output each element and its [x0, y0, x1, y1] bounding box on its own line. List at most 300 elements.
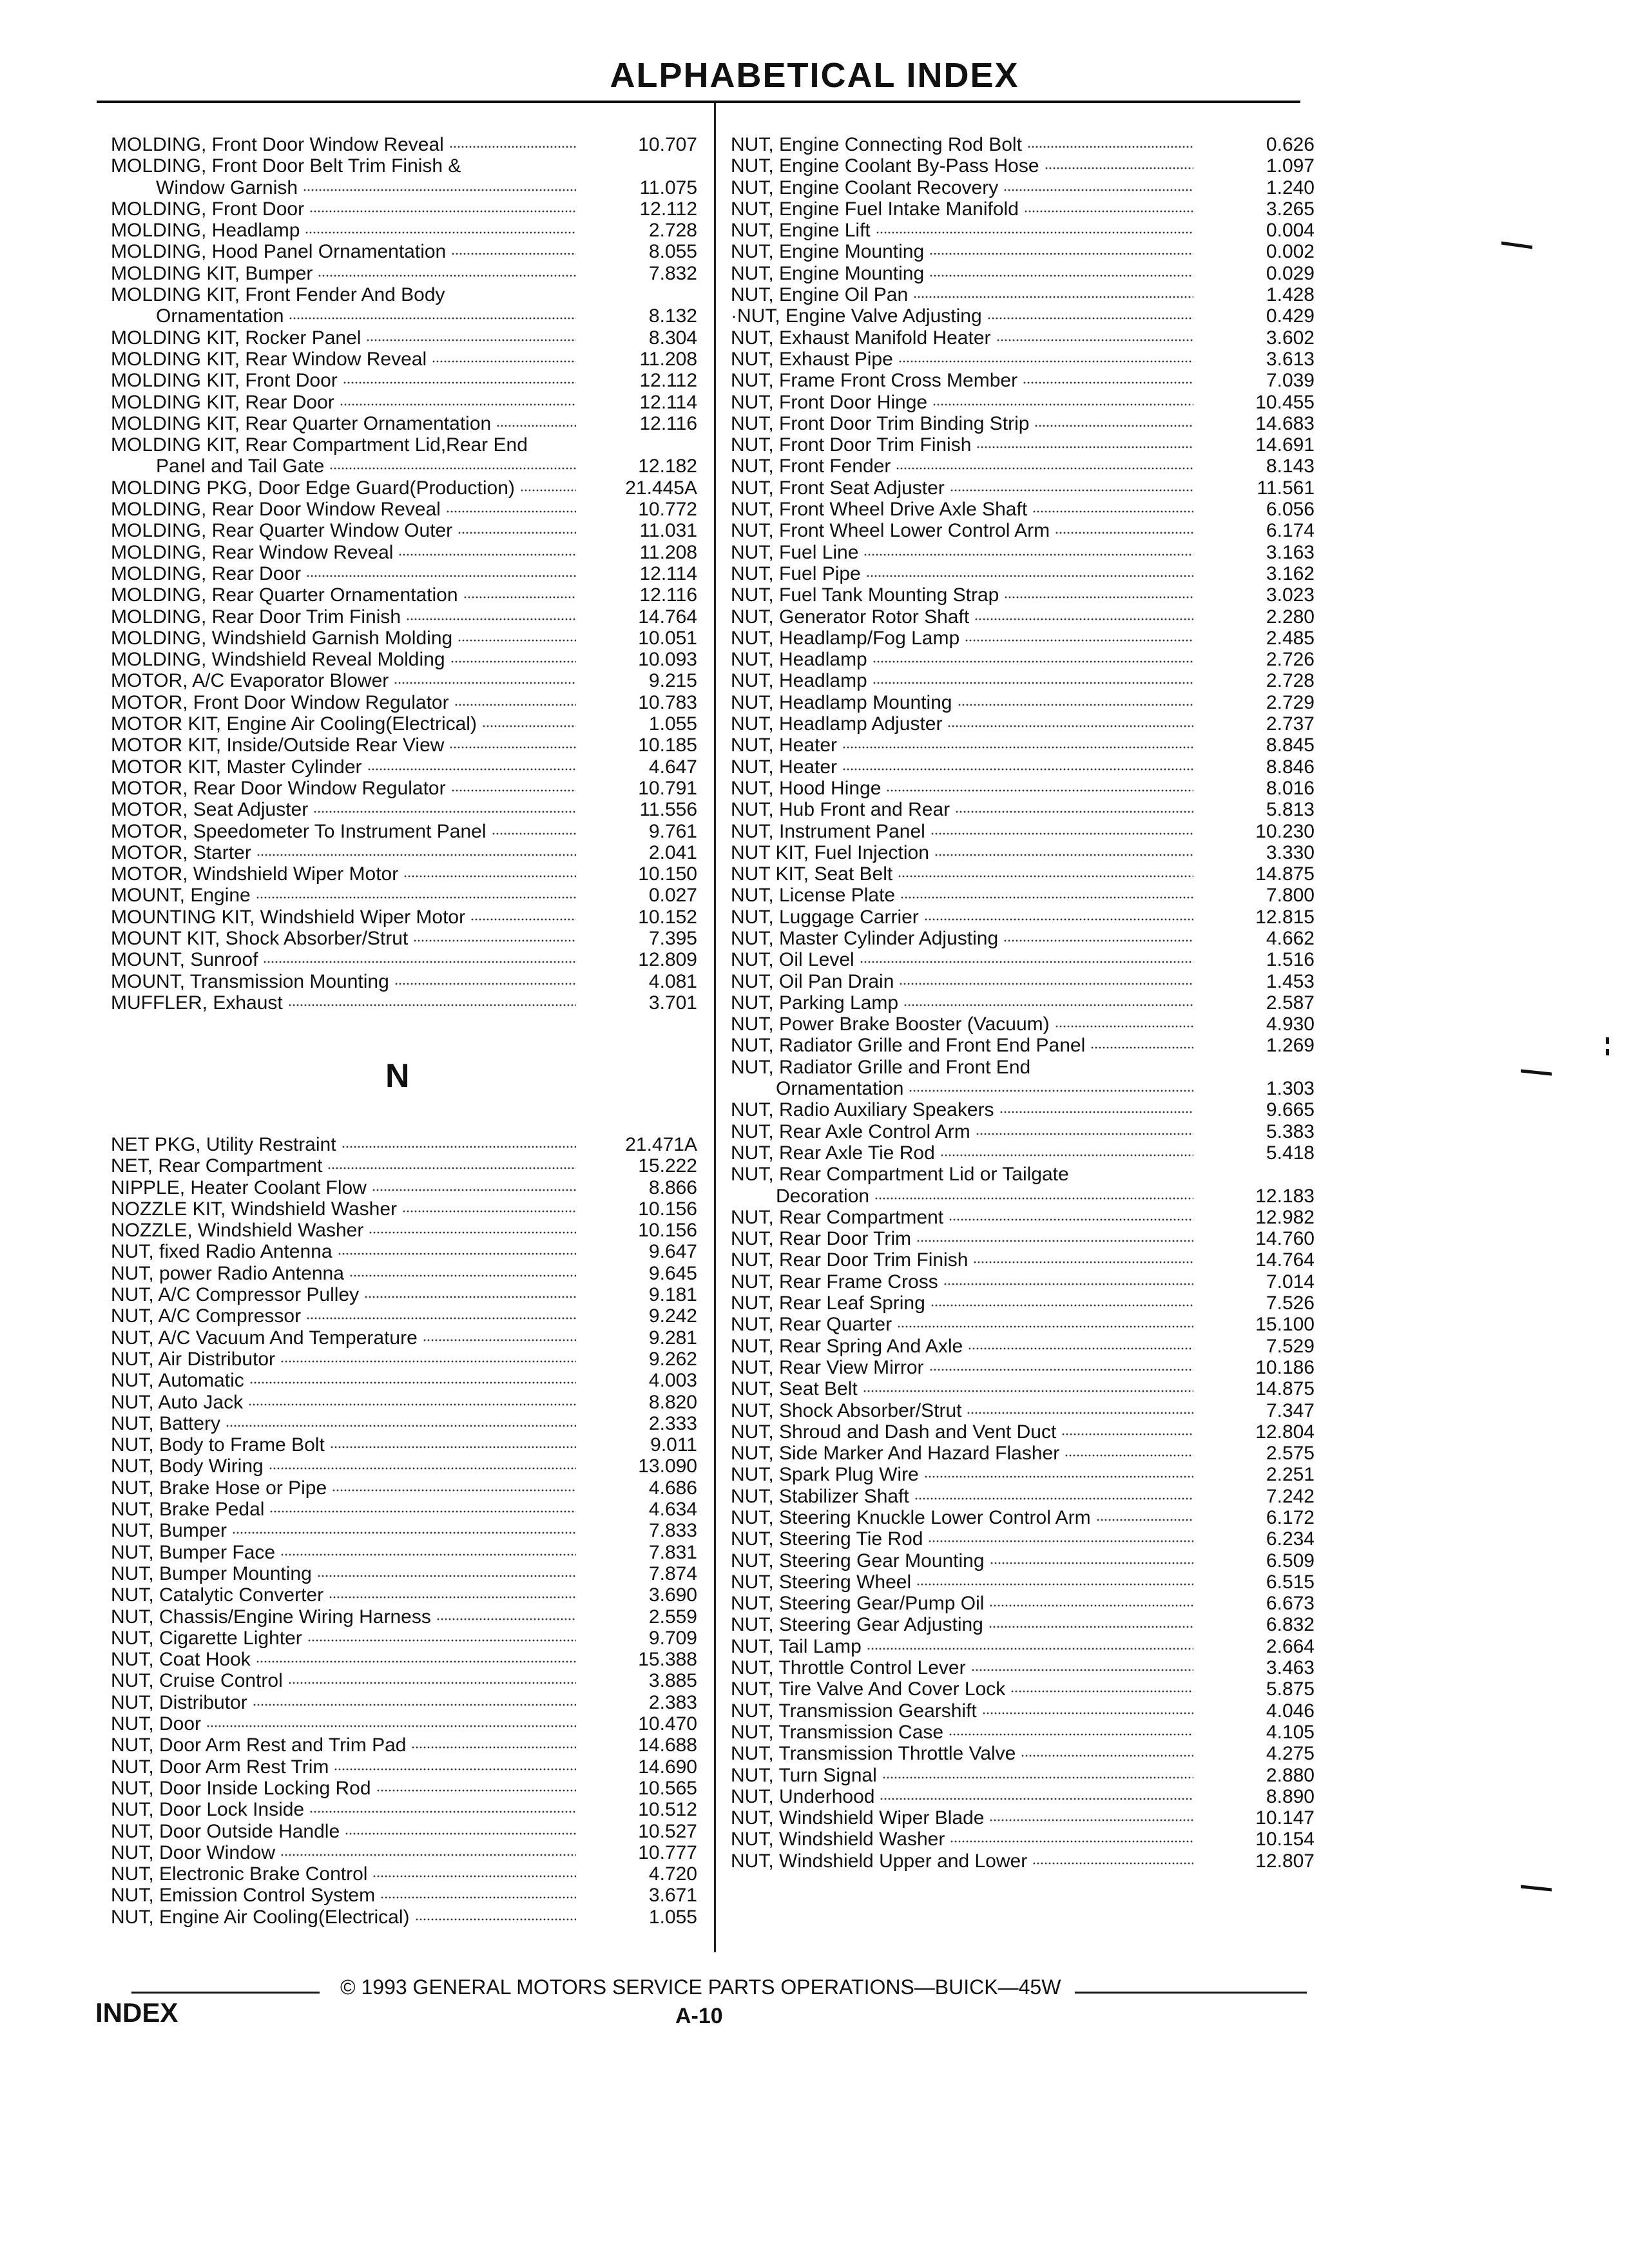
- entry-text: MOLDING, Front Door Window Reveal: [111, 134, 444, 155]
- entry-text: NUT, Exhaust Pipe: [731, 348, 893, 370]
- index-column-left-top: [111, 134, 697, 1014]
- index-entry: [111, 606, 697, 628]
- entry-text: NUT, Shroud and Dash and Vent Duct: [731, 1421, 1057, 1443]
- index-entry: [111, 949, 697, 970]
- entry-text: NUT, Electronic Brake Control: [111, 1863, 368, 1885]
- entry-text: NUT, Steering Knuckle Lower Control Arm: [731, 1507, 1091, 1528]
- entry-reference: 14.690: [638, 1756, 697, 1778]
- entry-reference: 1.428: [1266, 284, 1315, 306]
- leader-dots: [343, 381, 576, 384]
- index-entry: [731, 155, 1315, 177]
- entry-reference: 0.626: [1266, 134, 1315, 155]
- index-entry: [731, 1186, 1315, 1207]
- leader-dots: [876, 231, 1193, 234]
- entry-text: MOUNT, Transmission Mounting: [111, 970, 389, 992]
- leader-dots: [929, 253, 1193, 255]
- entry-reference: 10.152: [638, 906, 697, 928]
- index-entry: [111, 1799, 697, 1820]
- index-entry: [111, 1821, 697, 1842]
- leader-dots: [280, 1360, 576, 1363]
- entry-reference: 14.760: [1255, 1228, 1315, 1250]
- entry-reference: 5.813: [1266, 799, 1315, 821]
- index-entry: [731, 370, 1315, 391]
- index-entry: [111, 177, 697, 198]
- index-entry: [111, 1907, 697, 1928]
- entry-reference: 15.388: [638, 1649, 697, 1671]
- entry-reference: 2.251: [1266, 1464, 1315, 1486]
- leader-dots: [968, 1347, 1193, 1350]
- entry-reference: 10.565: [638, 1777, 697, 1799]
- entry-text: NUT, Automatic: [111, 1370, 244, 1392]
- entry-reference: 8.846: [1266, 756, 1315, 778]
- index-entry: [731, 713, 1315, 735]
- entry-text: NUT, Front Door Trim Finish: [731, 434, 972, 456]
- entry-reference: 0.429: [1266, 305, 1315, 327]
- leader-dots: [232, 1532, 576, 1534]
- entry-reference: 2.383: [648, 1691, 697, 1713]
- entry-text: ·NUT, Engine Valve Adjusting: [731, 305, 982, 327]
- entry-text: MOUNT, Sunroof: [111, 949, 258, 971]
- entry-text: NUT, Headlamp Mounting: [731, 691, 952, 713]
- entry-reference: 12.112: [639, 370, 697, 392]
- leader-dots: [1021, 1754, 1193, 1757]
- entry-reference: 3.330: [1266, 841, 1315, 863]
- leader-dots: [982, 1712, 1193, 1715]
- leader-dots: [929, 1369, 1194, 1371]
- entry-reference: 11.031: [639, 520, 697, 542]
- index-entry: [731, 692, 1315, 713]
- entry-text: NUT, Shock Absorber/Strut: [731, 1399, 962, 1421]
- leader-dots: [1045, 167, 1193, 169]
- entry-reference: 7.395: [648, 927, 697, 949]
- index-entry: [111, 1713, 697, 1735]
- entry-text: NUT, Rear Compartment: [731, 1206, 944, 1228]
- entry-text: MOLDING, Windshield Garnish Molding: [111, 627, 453, 649]
- entry-reference: 2.559: [648, 1606, 697, 1628]
- entry-reference: 7.832: [648, 262, 697, 284]
- leader-dots: [897, 1325, 1193, 1328]
- page-number: A-10: [675, 2004, 723, 2028]
- entry-text: NUT, Headlamp: [731, 670, 867, 692]
- index-entry: [731, 1786, 1315, 1807]
- entry-reference: 4.662: [1266, 927, 1315, 949]
- entry-reference: 10.186: [1255, 1356, 1315, 1378]
- entry-text: NUT, Coat Hook: [111, 1649, 251, 1671]
- entry-reference: 21.471A: [625, 1134, 697, 1155]
- leader-dots: [947, 725, 1193, 727]
- index-entry: [731, 606, 1315, 628]
- leader-dots: [206, 1725, 576, 1727]
- entry-text: MOTOR, Rear Door Window Regulator: [111, 777, 446, 799]
- leader-dots: [436, 1618, 576, 1620]
- entry-reference: 2.041: [648, 841, 697, 863]
- index-entry: [731, 1078, 1315, 1099]
- leader-dots: [866, 575, 1193, 577]
- entry-text: Ornamentation: [776, 1078, 904, 1100]
- entry-text: NUT, A/C Compressor Pulley: [111, 1284, 360, 1306]
- entry-reference: 3.885: [648, 1670, 697, 1692]
- leader-dots: [280, 1854, 576, 1856]
- index-entry: [111, 907, 697, 928]
- leader-dots: [406, 618, 576, 620]
- leader-dots: [349, 1274, 576, 1277]
- entry-reference: 9.665: [1266, 1099, 1315, 1121]
- copyright-line: © 1993 GENERAL MOTORS SERVICE PARTS OPERATIONS—BUICK—45W: [340, 1975, 1061, 1999]
- entry-text: Panel and Tail Gate: [156, 456, 325, 477]
- leader-dots: [903, 1004, 1193, 1006]
- entry-reference: 6.056: [1266, 499, 1315, 521]
- index-entry: [111, 584, 697, 606]
- entry-text: MOTOR KIT, Inside/Outside Rear View: [111, 735, 445, 756]
- index-entry: [111, 1649, 697, 1670]
- entry-reference: 7.242: [1266, 1485, 1315, 1507]
- index-entry: [731, 1099, 1315, 1120]
- index-entry: [731, 1678, 1315, 1700]
- entry-reference: 10.147: [1255, 1807, 1315, 1829]
- entry-text: MOUNT KIT, Shock Absorber/Strut: [111, 927, 409, 949]
- index-entry: [111, 1542, 697, 1563]
- entry-text: NUT, Front Wheel Drive Axle Shaft: [731, 499, 1028, 521]
- entry-text: NUT, Headlamp: [731, 649, 867, 671]
- entry-reference: 9.215: [648, 670, 697, 692]
- index-entry: [111, 241, 697, 262]
- leader-dots: [288, 1004, 576, 1006]
- leader-dots: [860, 961, 1193, 963]
- entry-text: NUT, Steering Gear Mounting: [731, 1550, 985, 1571]
- index-entry: [111, 563, 697, 584]
- entry-reference: 14.688: [638, 1735, 697, 1756]
- entry-reference: 21.445A: [625, 477, 697, 499]
- leader-dots: [928, 1540, 1193, 1542]
- entry-text: NUT, Windshield Washer: [731, 1829, 945, 1850]
- entry-text: MOLDING, Rear Door: [111, 562, 302, 584]
- entry-reference: 2.333: [648, 1412, 697, 1434]
- index-entry: [731, 1249, 1315, 1271]
- entry-reference: 4.275: [1266, 1743, 1315, 1765]
- entry-text: NUT, Side Marker And Hazard Flasher: [731, 1443, 1060, 1465]
- leader-dots: [842, 768, 1193, 771]
- entry-reference: 6.832: [1266, 1614, 1315, 1636]
- index-entry: [731, 241, 1315, 262]
- entry-reference: 5.875: [1266, 1678, 1315, 1700]
- entry-text: NUT, Frame Front Cross Member: [731, 370, 1018, 392]
- entry-reference: 6.515: [1266, 1571, 1315, 1593]
- entry-text: MOTOR KIT, Master Cylinder: [111, 756, 362, 778]
- index-entry: [111, 628, 697, 649]
- entry-text: NUT, Spark Plug Wire: [731, 1464, 919, 1486]
- index-entry: [731, 499, 1315, 520]
- leader-dots: [327, 1167, 576, 1169]
- entry-reference: 10.093: [638, 649, 697, 671]
- leader-dots: [394, 983, 576, 985]
- leader-dots: [376, 1789, 576, 1792]
- entry-reference: 14.764: [1255, 1249, 1315, 1271]
- leader-dots: [896, 467, 1193, 470]
- entry-text: MOLDING, Rear Window Reveal: [111, 541, 394, 563]
- entry-reference: 9.645: [648, 1262, 697, 1284]
- index-entry: [111, 992, 697, 1014]
- index-entry: [731, 971, 1315, 992]
- leader-dots: [949, 1218, 1193, 1221]
- entry-reference: 9.647: [648, 1241, 697, 1263]
- entry-text: NUT, Bumper Mounting: [111, 1562, 312, 1584]
- index-entry: [111, 1434, 697, 1456]
- entry-text: NUT, Tire Valve And Cover Lock: [731, 1678, 1006, 1700]
- leader-dots: [318, 274, 576, 277]
- entry-text: NET, Rear Compartment: [111, 1155, 323, 1177]
- entry-reference: 2.575: [1266, 1443, 1315, 1465]
- entry-reference: 12.809: [638, 949, 697, 971]
- entry-text: NUT, Rear Door Trim Finish: [731, 1249, 969, 1271]
- entry-text: MOTOR, Front Door Window Regulator: [111, 691, 449, 713]
- leader-dots: [329, 1596, 576, 1599]
- leader-dots: [253, 1704, 576, 1706]
- index-entry: [731, 885, 1315, 906]
- leader-dots: [909, 1090, 1193, 1092]
- leader-dots: [329, 467, 576, 470]
- entry-reference: 7.347: [1266, 1399, 1315, 1421]
- leader-dots: [1003, 939, 1193, 942]
- entry-text: NUT, Engine Connecting Rod Bolt: [731, 134, 1022, 155]
- entry-text: NUT, Door Arm Rest Trim: [111, 1756, 329, 1778]
- entry-reference: 1.453: [1266, 970, 1315, 992]
- leader-dots: [958, 704, 1194, 706]
- index-entry: [111, 477, 697, 499]
- entry-reference: 2.880: [1266, 1764, 1315, 1786]
- entry-reference: 4.686: [648, 1477, 697, 1499]
- entry-reference: 12.815: [1255, 906, 1315, 928]
- entry-text: NUT, Engine Coolant By-Pass Hose: [731, 155, 1039, 177]
- leader-dots: [332, 1489, 576, 1492]
- leader-dots: [932, 403, 1193, 406]
- index-entry: [111, 1735, 697, 1756]
- leader-dots: [842, 746, 1193, 749]
- entry-reference: 3.701: [648, 992, 697, 1014]
- entry-text: NUT, Hood Hinge: [731, 777, 882, 799]
- entry-reference: 12.982: [1255, 1206, 1315, 1228]
- entry-reference: 7.800: [1266, 885, 1315, 907]
- leader-dots: [256, 896, 576, 899]
- entry-text: NUT, Air Distributor: [111, 1348, 276, 1370]
- index-entry: [111, 284, 697, 305]
- leader-dots: [226, 1425, 576, 1427]
- leader-dots: [263, 961, 576, 963]
- index-entry: [111, 134, 697, 155]
- leader-dots: [458, 639, 576, 642]
- leader-dots: [872, 660, 1193, 663]
- leader-dots: [880, 1798, 1193, 1800]
- index-entry: [111, 1241, 697, 1262]
- entry-text: MOLDING KIT, Rear Window Reveal: [111, 348, 427, 370]
- entry-text: MOLDING, Hood Panel Ornamentation: [111, 241, 447, 263]
- index-entry: [731, 1571, 1315, 1593]
- leader-dots: [380, 1896, 576, 1899]
- entry-text: NOZZLE KIT, Windshield Washer: [111, 1198, 398, 1220]
- index-entry: [111, 1778, 697, 1799]
- leader-dots: [305, 231, 576, 234]
- index-entry: [731, 1593, 1315, 1614]
- index-entry: [111, 1477, 697, 1499]
- leader-dots: [955, 811, 1193, 813]
- index-entry: [111, 1692, 697, 1713]
- entry-reference: 10.230: [1255, 820, 1315, 842]
- entry-reference: 15.222: [638, 1155, 697, 1177]
- entry-text: NUT, Engine Fuel Intake Manifold: [731, 198, 1019, 220]
- entry-reference: 9.242: [648, 1305, 697, 1327]
- leader-dots: [973, 1261, 1193, 1264]
- leader-dots: [882, 1776, 1193, 1779]
- entry-text: NUT, Brake Pedal: [111, 1499, 265, 1521]
- entry-reference: 11.556: [639, 799, 697, 821]
- index-entry: [111, 1885, 697, 1906]
- footer-rule-right: [1075, 1992, 1307, 1994]
- entry-text: NUT, Door Inside Locking Rod: [111, 1777, 371, 1799]
- entry-text: NUT, Battery: [111, 1412, 221, 1434]
- index-entry: [731, 1528, 1315, 1550]
- index-entry: [731, 628, 1315, 649]
- entry-reference: 10.470: [638, 1713, 697, 1735]
- entry-reference: 4.105: [1266, 1721, 1315, 1743]
- leader-dots: [930, 832, 1193, 835]
- leader-dots: [1090, 1046, 1193, 1049]
- footer-rule-left: [131, 1992, 320, 1994]
- index-entry: [111, 1370, 697, 1391]
- leader-dots: [520, 489, 576, 492]
- entry-reference: 6.174: [1266, 520, 1315, 542]
- index-entry: [111, 863, 697, 885]
- entry-reference: 1.303: [1266, 1078, 1315, 1100]
- entry-text: NUT, Fuel Pipe: [731, 562, 861, 584]
- leader-dots: [256, 854, 576, 856]
- entry-text: MOLDING KIT, Rear Compartment Lid,Rear End: [111, 434, 528, 456]
- entry-text: NUT, Underhood: [731, 1785, 875, 1807]
- entry-reference: 14.764: [638, 606, 697, 628]
- entry-reference: 12.114: [639, 562, 697, 584]
- entry-text: NUT, Power Brake Booster (Vacuum): [731, 1014, 1050, 1035]
- index-entry: [111, 1284, 697, 1305]
- entry-reference: 10.512: [638, 1799, 697, 1821]
- entry-reference: 12.116: [639, 412, 697, 434]
- index-entry: [731, 1743, 1315, 1764]
- index-entry: [111, 799, 697, 820]
- leader-dots: [898, 360, 1193, 363]
- index-entry: [731, 1357, 1315, 1378]
- entry-reference: 7.529: [1266, 1335, 1315, 1357]
- index-column-right: [731, 134, 1315, 1872]
- page-title: ALPHABETICAL INDEX: [610, 56, 1019, 95]
- leader-dots: [916, 1583, 1193, 1586]
- margin-mark: [1606, 1049, 1609, 1055]
- index-entry: [731, 584, 1315, 606]
- entry-text: MOLDING KIT, Front Door: [111, 370, 338, 392]
- leader-dots: [280, 1553, 576, 1556]
- entry-reference: 14.683: [1255, 412, 1315, 434]
- entry-text: NUT, fixed Radio Antenna: [111, 1241, 333, 1263]
- entry-text: MOLDING KIT, Rear Door: [111, 391, 334, 413]
- leader-dots: [372, 1189, 576, 1191]
- index-entry: [731, 1142, 1315, 1164]
- entry-reference: 8.016: [1266, 777, 1315, 799]
- leader-dots: [256, 1660, 576, 1663]
- index-entry: [111, 1628, 697, 1649]
- entry-text: NUT, Heater: [731, 756, 838, 778]
- entry-reference: 4.046: [1266, 1700, 1315, 1722]
- entry-text: NUT, Exhaust Manifold Heater: [731, 327, 991, 349]
- entry-text: NUT, Rear Axle Tie Rod: [731, 1142, 935, 1164]
- entry-text: MOLDING, Front Door: [111, 198, 305, 220]
- leader-dots: [976, 1133, 1193, 1135]
- entry-text: NUT, A/C Compressor: [111, 1305, 302, 1327]
- index-entry: [111, 1863, 697, 1885]
- leader-dots: [996, 339, 1193, 341]
- entry-reference: 11.561: [1257, 477, 1315, 499]
- leader-dots: [1027, 146, 1193, 148]
- index-entry: [111, 649, 697, 670]
- index-entry: [731, 392, 1315, 413]
- entry-reference: 5.383: [1266, 1120, 1315, 1142]
- entry-text: NUT, Seat Belt: [731, 1378, 858, 1400]
- entry-reference: 4.720: [648, 1863, 697, 1885]
- leader-dots: [1061, 1433, 1193, 1436]
- entry-reference: 9.281: [648, 1327, 697, 1349]
- entry-text: NUT, Parking Lamp: [731, 992, 899, 1014]
- entry-reference: 8.055: [648, 241, 697, 263]
- entry-text: MOLDING, Rear Door Window Reveal: [111, 499, 441, 521]
- entry-reference: 3.463: [1266, 1657, 1315, 1679]
- entry-reference: 0.029: [1266, 262, 1315, 284]
- entry-reference: 4.634: [648, 1499, 697, 1521]
- index-entry: [731, 1314, 1315, 1335]
- leader-dots: [342, 1146, 576, 1148]
- entry-text: NUT, Emission Control System: [111, 1885, 376, 1907]
- entry-text: NUT, Catalytic Converter: [111, 1584, 324, 1606]
- entry-reference: 6.234: [1266, 1528, 1315, 1550]
- index-entry: [731, 1057, 1315, 1078]
- entry-reference: 12.807: [1255, 1850, 1315, 1872]
- index-entry: [111, 155, 697, 177]
- index-entry: [731, 284, 1315, 305]
- entry-text: MOTOR, Speedometer To Instrument Panel: [111, 820, 487, 842]
- entry-text: NUT, Rear Leaf Spring: [731, 1293, 925, 1314]
- leader-dots: [364, 1296, 576, 1298]
- index-entry: [111, 1842, 697, 1863]
- entry-text: Window Garnish: [156, 177, 298, 198]
- entry-reference: 10.156: [638, 1220, 697, 1242]
- index-entry: [111, 1563, 697, 1584]
- index-entry: [731, 1550, 1315, 1571]
- index-entry: [111, 971, 697, 992]
- leader-dots: [372, 1875, 576, 1878]
- leader-dots: [449, 146, 576, 148]
- leader-dots: [345, 1832, 576, 1835]
- entry-reference: 4.081: [648, 970, 697, 992]
- leader-dots: [269, 1510, 576, 1513]
- margin-mark: [1501, 242, 1532, 249]
- entry-reference: 4.930: [1266, 1014, 1315, 1035]
- index-entry: [111, 1220, 697, 1241]
- index-entry: [111, 542, 697, 563]
- index-entry: [731, 863, 1315, 885]
- entry-reference: 10.185: [638, 735, 697, 756]
- leader-dots: [967, 1412, 1193, 1414]
- entry-reference: 4.003: [648, 1370, 697, 1392]
- footer-section-label: INDEX: [95, 1997, 178, 2028]
- entry-text: MOLDING PKG, Door Edge Guard(Production): [111, 477, 515, 499]
- entry-text: NUT, Headlamp Adjuster: [731, 713, 943, 735]
- index-entry: [731, 1636, 1315, 1657]
- leader-dots: [482, 725, 576, 727]
- leader-dots: [307, 1639, 576, 1642]
